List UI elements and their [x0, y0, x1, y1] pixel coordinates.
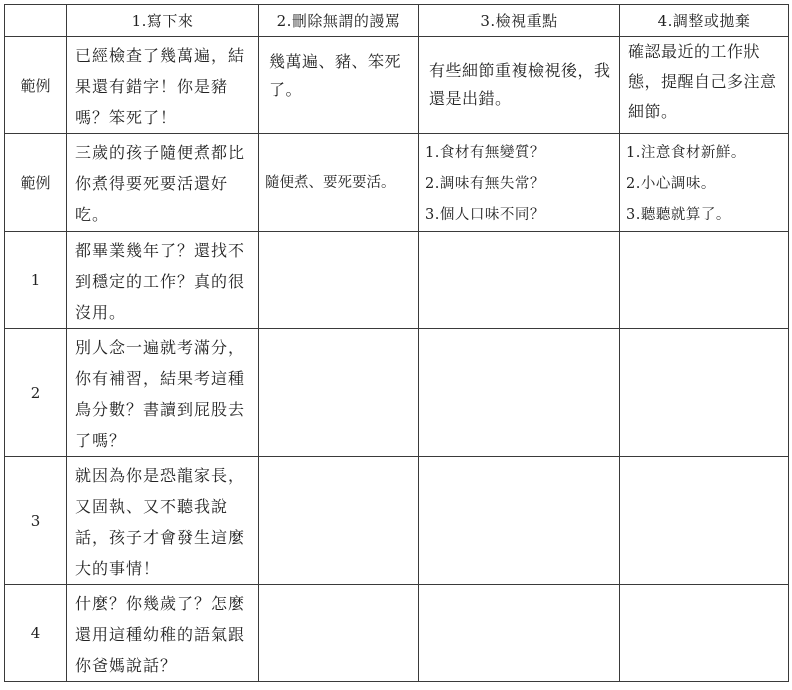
row-label: 3 [5, 457, 67, 585]
header-adjust-or-discard: 4.調整或拋棄 [620, 5, 789, 37]
cell-write-down [67, 232, 259, 329]
cell-text: 什麼？你幾歲了？怎麼還用這種幼稚的語氣跟你爸媽說話？ [75, 594, 246, 675]
cell-text: 確認最近的工作狀態，提醒自己多注意細節。 [628, 42, 777, 121]
list-item: 2.調味有無失常？ [425, 176, 545, 192]
cell-text: 就因為你是恐龍家長，又固執、又不聽我說話，孩子才會發生這麼大的事情！ [75, 466, 246, 578]
table-row [5, 457, 789, 585]
cell-delete-insults [259, 134, 419, 232]
cell-delete-insults [259, 457, 419, 585]
cell-write-down [67, 37, 259, 134]
row-label: 4 [5, 585, 67, 682]
cell-text: 有些細節重複檢視後，我還是出錯。 [429, 61, 611, 108]
table-row [5, 585, 789, 682]
header-write-down: 1.寫下來 [67, 5, 259, 37]
list-item: 2.小心調味。 [626, 176, 716, 192]
header-review-points: 3.檢視重點 [419, 5, 620, 37]
cell-text: 三歲的孩子隨便煮都比你煮得要死要活還好吃。 [75, 143, 246, 224]
header-row [5, 5, 789, 37]
cell-write-down [67, 134, 259, 232]
cell-text: 別人念一遍就考滿分，你有補習，結果考這種鳥分數？書讀到屁股去了嗎？ [75, 338, 246, 450]
cell-lines [620, 134, 788, 231]
table-row [5, 134, 789, 232]
cell-review-points [419, 232, 620, 329]
table-row [5, 232, 789, 329]
cell-adjust-or-discard [620, 457, 789, 585]
cell-delete-insults [259, 232, 419, 329]
cell-adjust-or-discard [620, 585, 789, 682]
cell-text: 隨便煮、要死要活。 [265, 174, 396, 191]
table-row [5, 37, 789, 134]
cell-write-down [67, 585, 259, 682]
cell-text: 幾萬遍、豬、笨死了。 [269, 52, 402, 99]
row-label: 2 [5, 329, 67, 457]
cell-text: 都畢業幾年了？還找不到穩定的工作？真的很沒用。 [75, 241, 246, 322]
list-item: 1.食材有無變質？ [425, 145, 545, 161]
table-row [5, 329, 789, 457]
cell-review-points [419, 134, 620, 232]
header-corner [5, 5, 67, 37]
cell-review-points [419, 585, 620, 682]
list-item: 3.聽聽就算了。 [626, 207, 731, 223]
cell-delete-insults [259, 585, 419, 682]
cell-write-down [67, 457, 259, 585]
row-label: 1 [5, 232, 67, 329]
cell-lines [419, 134, 619, 231]
list-item: 3.個人口味不同？ [425, 207, 545, 223]
cell-review-points [419, 457, 620, 585]
header-delete-insults: 2.刪除無謂的謾罵 [259, 5, 419, 37]
row-label: 範例 [5, 37, 67, 134]
cell-adjust-or-discard [620, 329, 789, 457]
cell-write-down [67, 329, 259, 457]
cell-delete-insults [259, 37, 419, 134]
cell-adjust-or-discard [620, 37, 789, 134]
cell-adjust-or-discard [620, 232, 789, 329]
cell-delete-insults [259, 329, 419, 457]
list-item: 1.注意食材新鮮。 [626, 145, 746, 161]
cell-review-points [419, 37, 620, 134]
worksheet-table [4, 4, 789, 682]
cell-adjust-or-discard [620, 134, 789, 232]
row-label: 範例 [5, 134, 67, 232]
cell-text: 已經檢查了幾萬遍，結果還有錯字！你是豬嗎？笨死了！ [75, 46, 246, 127]
cell-review-points [419, 329, 620, 457]
